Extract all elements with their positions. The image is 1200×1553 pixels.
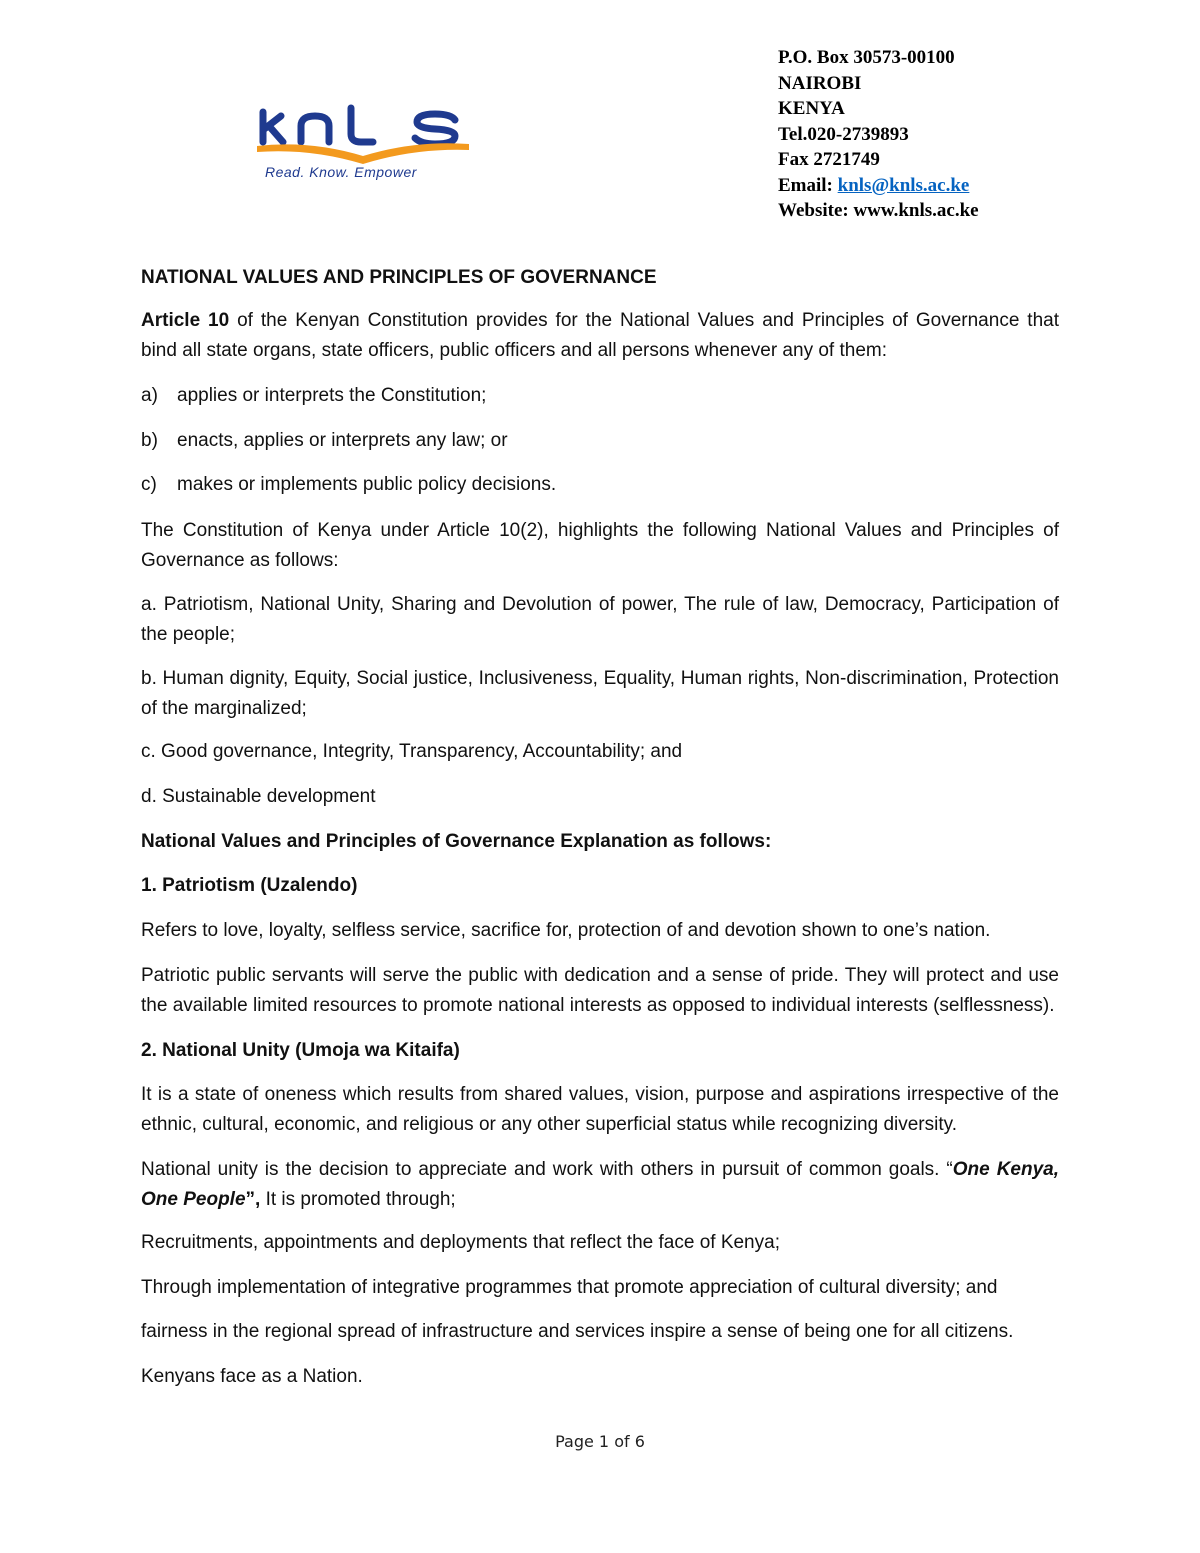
value-item: d. Sustainable development: [141, 786, 376, 807]
section-paragraph: [141, 1155, 1059, 1215]
unity-slogan-close: ”,: [245, 1189, 261, 1210]
unity-text-end: It is promoted through;: [260, 1189, 456, 1210]
website: Website: www.knls.ac.ke: [778, 200, 979, 221]
list-item: [141, 384, 486, 408]
value-item: c. Good governance, Integrity, Transparency, Accountability; and: [141, 741, 683, 762]
explanation-heading: National Values and Principles of Governance Explanation as follows:: [141, 831, 772, 852]
list-item-text: makes or implements public policy decisions.: [177, 474, 557, 495]
po-box: P.O. Box 30573-00100: [778, 47, 955, 68]
intro-paragraph: [141, 306, 1059, 366]
fax: Fax 2721749: [778, 149, 880, 170]
article-paragraph: The Constitution of Kenya under Article 10(2), highlights the following National Values and Principles of Governance as follows:: [141, 520, 1059, 571]
section-paragraph: fairness in the regional spread of infrastructure and services inspire a sense of being one for all citizens.: [141, 1321, 1014, 1342]
knls-logo: [255, 100, 475, 190]
address-city: NAIROBI: [778, 72, 862, 94]
section-paragraph: Kenyans face as a Nation.: [141, 1366, 363, 1387]
page-number: Page 1 of 6: [555, 1432, 645, 1451]
telephone: Tel.020-2739893: [778, 123, 909, 145]
list-item-label: c): [141, 474, 157, 495]
address-country: KENYA: [778, 98, 845, 119]
value-item: a. Patriotism, National Unity, Sharing and Devolution of power, The rule of law, Democracy, Participation of the people;: [141, 594, 1059, 645]
unity-slogan: One Kenya, One People: [141, 1159, 1059, 1210]
section-paragraph: Patriotic public servants will serve the public with dedication and a sense of pride. They will protect and use the available limited resources to promote national interests as opposed to individual interests (selflessness).: [141, 965, 1059, 1016]
logo-tagline: Read. Know. Empower: [265, 164, 417, 180]
email-label: Email:: [778, 174, 838, 196]
document-title: NATIONAL VALUES AND PRINCIPLES OF GOVERNANCE: [141, 267, 657, 288]
list-item: [141, 473, 556, 497]
list-item-text: enacts, applies or interprets any law; or: [177, 430, 508, 451]
address-block: [778, 45, 979, 224]
section-paragraph: Through implementation of integrative programmes that promote appreciation of cultural diversity; and: [141, 1277, 998, 1298]
section-paragraph: It is a state of oneness which results from shared values, vision, purpose and aspirations irrespective of the ethnic, cultural, economic, and religious or any other superficial status while recognizing diversity.: [141, 1084, 1059, 1135]
unity-text-start: National unity is the decision to appreciate and work with others in pursuit of common goals. “: [141, 1159, 953, 1180]
list-item-label: b): [141, 430, 158, 451]
list-item-label: a): [141, 385, 158, 406]
section-paragraph: Refers to love, loyalty, selfless service, sacrifice for, protection of and devotion shown to one’s nation.: [141, 920, 991, 941]
email-line: [778, 173, 979, 199]
knls-wordmark: [255, 100, 475, 170]
section-paragraph: Recruitments, appointments and deployments that reflect the face of Kenya;: [141, 1232, 780, 1253]
section-heading: 2. National Unity (Umoja wa Kitaifa): [141, 1040, 460, 1061]
list-item: [141, 429, 508, 453]
section-heading: 1. Patriotism (Uzalendo): [141, 875, 358, 896]
article-reference: Article 10: [141, 310, 230, 331]
intro-text: of the Kenyan Constitution provides for the National Values and Principles of Governance that bind all state organs, state officers, public officers and all persons whenever any of them:: [141, 310, 1059, 361]
list-item-text: applies or interprets the Constitution;: [177, 385, 487, 406]
email-link[interactable]: knls@knls.ac.ke: [837, 174, 970, 196]
value-item: b. Human dignity, Equity, Social justice, Inclusiveness, Equality, Human rights, Non-discrimination, Protection of the marginalized;: [141, 668, 1059, 719]
